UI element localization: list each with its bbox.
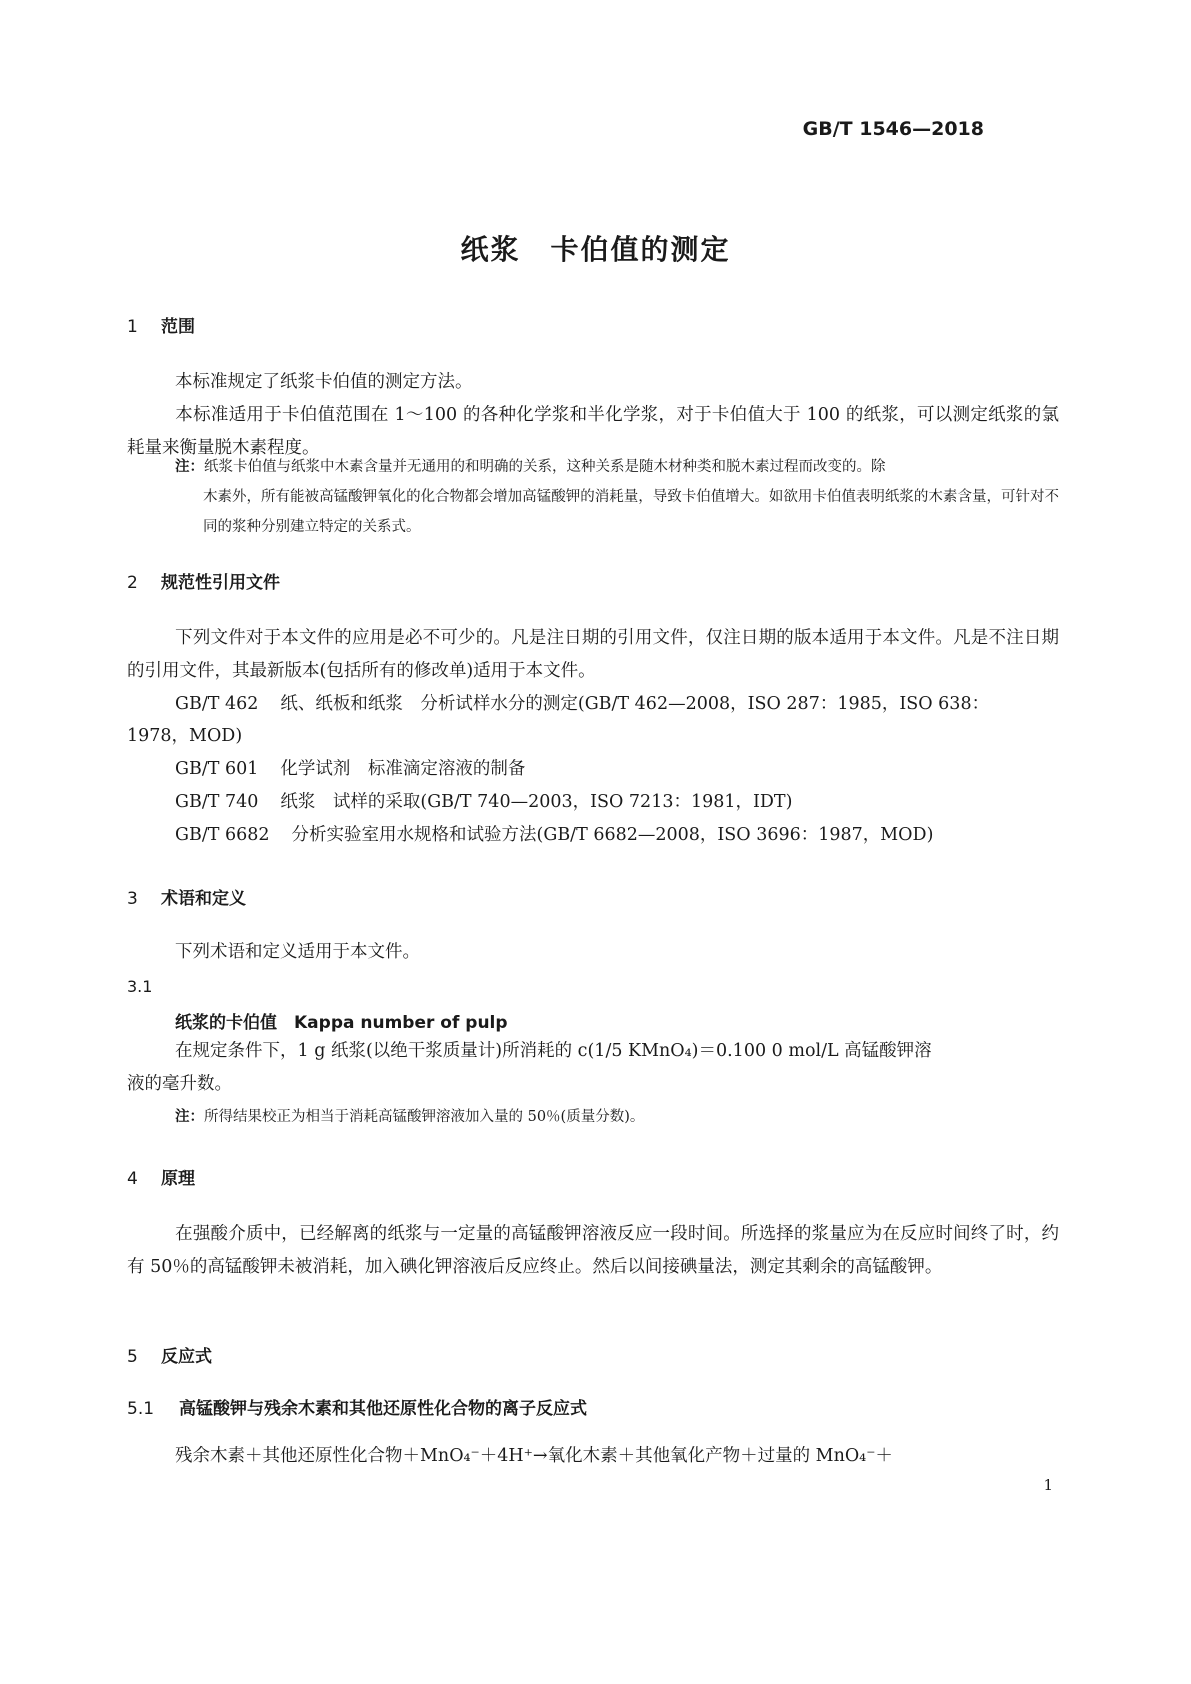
paragraph: 在强酸介质中，已经解离的纸浆与一定量的高锰酸钾溶液反应一段时间。所选择的浆量应为在反应时间终了时，约有 50％的高锰酸钾未被消耗，加入碘化钾溶液后反应终止。然后以间接碘量法，测定其剩余的高锰酸钾。 bbox=[127, 1224, 1059, 1277]
subsection-number: 3.1 bbox=[127, 977, 153, 996]
section-4-heading: 4 原理 bbox=[127, 1169, 195, 1189]
standard-number: GB/T 1546—2018 bbox=[802, 118, 984, 140]
subsection-5-1-heading: 5.1 高锰酸钾与残余木素和其他还原性化合物的离子反应式 bbox=[127, 1399, 587, 1419]
reference-item: GB/T 462 纸、纸板和纸浆 分析试样水分的测定(GB/T 462—2008，ISO 287：1985，ISO 638： bbox=[175, 694, 990, 714]
section-2-heading: 2 规范性引用文件 bbox=[127, 573, 280, 593]
paragraph: 本标准适用于卡伯值范围在 1～100 的各种化学浆和半化学浆，对于卡伯值大于 100 的纸浆，可以测定纸浆的氯耗量来衡量脱木素程度。 bbox=[127, 405, 1059, 458]
note: 注：所得结果校正为相当于消耗高锰酸钾溶液加入量的 50％(质量分数)。 bbox=[175, 1109, 645, 1125]
section-title: 范围 bbox=[161, 317, 195, 337]
reference-item: GB/T 6682 分析实验室用水规格和试验方法(GB/T 6682—2008，ISO 3696：1987，MOD) bbox=[175, 825, 934, 845]
section-number: 1 bbox=[127, 317, 138, 337]
reference-item: GB/T 601 化学试剂 标准滴定溶液的制备 bbox=[175, 759, 526, 779]
definition: 在规定条件下，1 g 纸浆(以绝干浆质量计)所消耗的 c(1/5 KMnO₄)＝0.100 0 mol/L 高锰酸钾溶 bbox=[175, 1041, 932, 1061]
section-5-heading: 5 反应式 bbox=[127, 1347, 212, 1367]
section-3-heading: 3 术语和定义 bbox=[127, 889, 246, 909]
document-title: 纸浆 卡伯值的测定 bbox=[460, 233, 731, 266]
reference-item: GB/T 740 纸浆 试样的采取(GB/T 740—2003，ISO 7213：1981，IDT) bbox=[175, 792, 793, 812]
page-number: 1 bbox=[1043, 1476, 1053, 1494]
section-1-heading bbox=[127, 312, 195, 337]
note-label: 注： bbox=[175, 459, 204, 475]
reference-item-continued: 1978，MOD) bbox=[127, 726, 243, 746]
reaction-equation: 残余木素＋其他还原性化合物＋MnO₄⁻＋4H⁺→氧化木素＋其他氧化产物＋过量的 MnO₄⁻＋ bbox=[175, 1446, 893, 1466]
paragraph: 下列文件对于本文件的应用是必不可少的。凡是注日期的引用文件，仅注日期的版本适用于本文件。凡是不注日期的引用文件，其最新版本(包括所有的修改单)适用于本文件。 bbox=[127, 628, 1059, 681]
term-heading: 纸浆的卡伯值 Kappa number of pulp bbox=[175, 1013, 508, 1033]
paragraph: 下列术语和定义适用于本文件。 bbox=[175, 942, 420, 962]
definition-continued: 液的毫升数。 bbox=[127, 1074, 232, 1094]
paragraph: 本标准规定了纸浆卡伯值的测定方法。 bbox=[175, 372, 473, 392]
note: 注：纸浆卡伯值与纸浆中木素含量并无通用的和明确的关系，这种关系是随木材种类和脱木素过程而改变的。除 木素外，所有能被高锰酸钾氧化的化合物都会增加高锰酸钾的消耗量，导致卡伯值增大。如欲用卡伯值表明纸浆的木素含量，可针对不同的浆种分别建立特定的关系式。 bbox=[175, 459, 1059, 535]
